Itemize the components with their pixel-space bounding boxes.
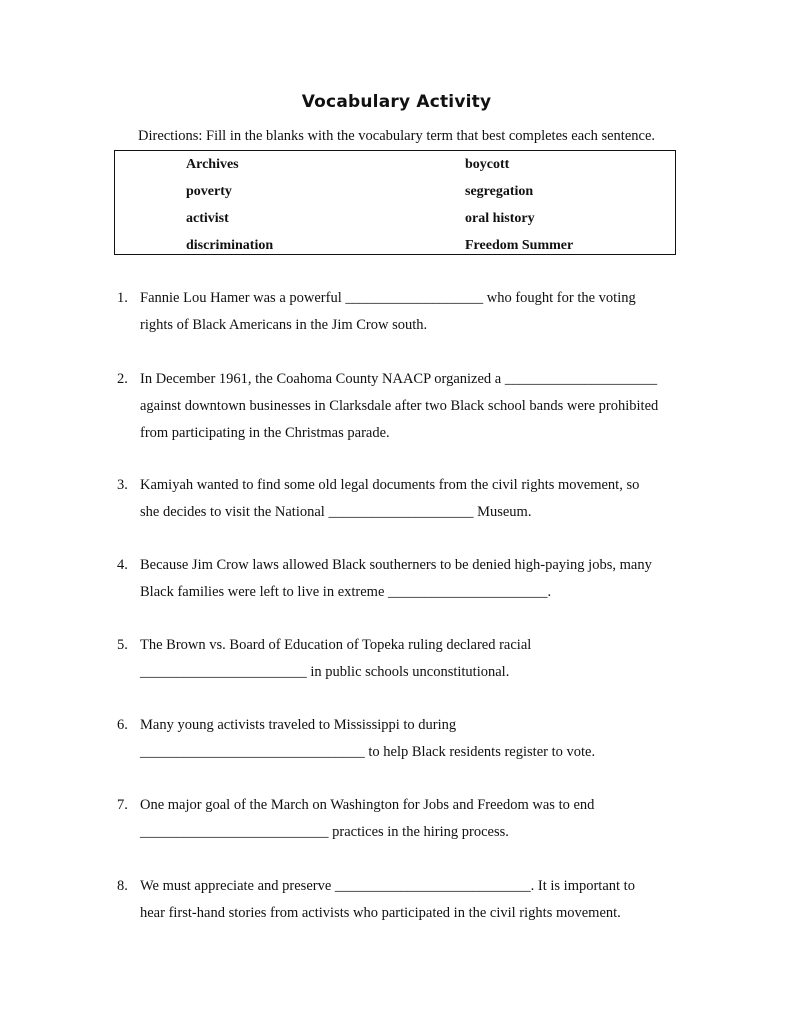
vocabulary-box (114, 150, 676, 255)
question-number: 4. (117, 557, 128, 573)
question-line: Black families were left to live in extreme ______________________. (140, 584, 552, 600)
page-title: Vocabulary Activity (301, 92, 492, 112)
question-line: _______________________ in public schools unconstitutional. (140, 664, 510, 680)
question-line: In December 1961, the Coahoma County NAACP organized a _____________________ (140, 371, 658, 387)
vocab-term: Archives (186, 157, 239, 172)
vocab-term: boycott (465, 157, 510, 172)
question-line: Many young activists traveled to Mississippi to during (140, 717, 457, 733)
vocab-term: segregation (465, 184, 534, 199)
question-number: 8. (117, 878, 128, 894)
question-line: _______________________________ to help Black residents register to vote. (140, 744, 596, 760)
question-line: she decides to visit the National ____________________ Museum. (140, 504, 532, 520)
question-number: 2. (117, 371, 128, 387)
directions-text: Directions: Fill in the blanks with the vocabulary term that best completes each sentence. (137, 128, 655, 144)
question-number: 5. (117, 637, 128, 653)
question-line: We must appreciate and preserve ___________________________. It is important to (140, 878, 635, 894)
question-line: hear first-hand stories from activists who participated in the civil rights movement. (140, 905, 621, 921)
question-line: from participating in the Christmas parade. (140, 425, 390, 441)
question-line: Kamiyah wanted to find some old legal documents from the civil rights movement, so (140, 477, 640, 493)
question-number: 3. (117, 477, 128, 493)
vocab-term: poverty (186, 184, 232, 199)
vocab-term: activist (186, 211, 229, 226)
question-number: 1. (117, 290, 128, 306)
question-number: 6. (117, 717, 128, 733)
question-line: rights of Black Americans in the Jim Crow south. (140, 317, 428, 333)
question-line: against downtown businesses in Clarksdale after two Black school bands were prohibited (140, 398, 659, 414)
question-line: One major goal of the March on Washington for Jobs and Freedom was to end (140, 797, 595, 813)
question-number: 7. (117, 797, 128, 813)
question-line: Because Jim Crow laws allowed Black southerners to be denied high-paying jobs, many (140, 557, 652, 573)
vocab-term: oral history (465, 211, 535, 226)
question-line: __________________________ practices in the hiring process. (140, 824, 509, 840)
vocab-term: Freedom Summer (465, 238, 574, 253)
question-line: Fannie Lou Hamer was a powerful ___________________ who fought for the voting (140, 290, 636, 306)
question-line: The Brown vs. Board of Education of Topeka ruling declared racial (140, 637, 532, 653)
vocab-term: discrimination (186, 238, 274, 253)
